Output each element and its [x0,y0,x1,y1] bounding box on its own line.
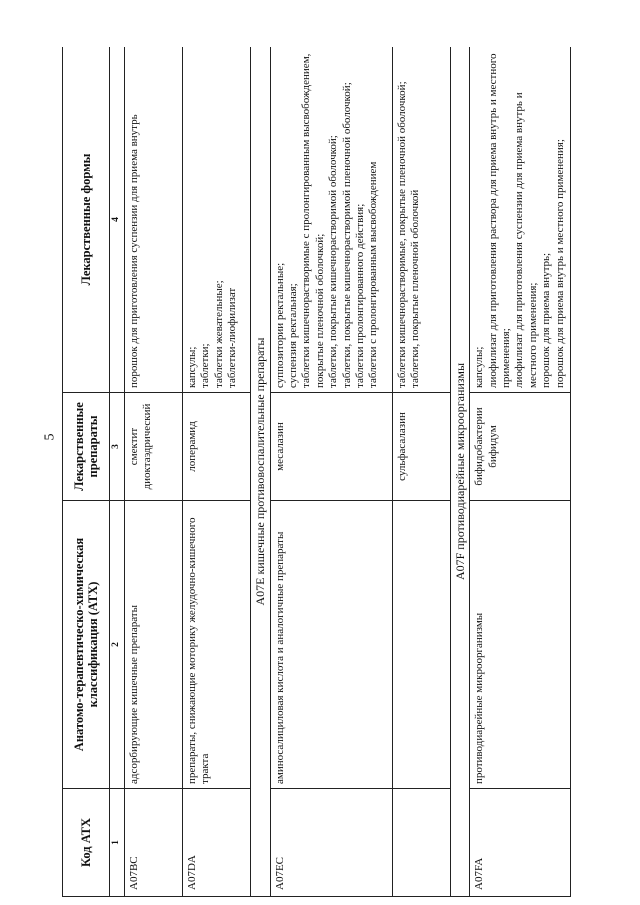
column-number: 4 [110,47,125,393]
dosage-form: суспензия ректальная; [287,283,300,388]
atc-code [392,789,450,897]
dosage-form: таблетки кишечнорастворимые, покрытые пленочной оболочкой; [395,81,408,388]
dosage-form: суппозитории ректальные; [273,262,286,388]
drug-list-table [62,47,571,897]
dosage-form: порошок для приготовления суспензии для приема внутрь [128,114,140,388]
section-row [450,47,470,897]
atc-code: A07EC [270,789,392,897]
table-row [270,47,392,897]
dosage-form: капсулы; [186,346,198,388]
table-row [183,47,251,897]
dosage-form: порошок для приема внутрь; [540,252,553,388]
column-number: 3 [110,393,125,501]
atc-classification: препараты, снижающие моторику желудочно-кишечного тракта [183,501,251,789]
table-row [392,47,450,897]
header-forms: Лекарственные формы [63,47,110,393]
drug-name: смектит диоктаэдрический [125,393,183,501]
drug-name: лоперамид [183,393,251,501]
drug-name: месалазин [270,393,392,501]
table-row [470,47,571,897]
dosage-forms [470,47,571,393]
dosage-form: таблетки; [199,343,212,388]
table-header-row [63,47,110,897]
header-code: Код АТХ [63,789,110,897]
header-drugs: Лекарственные препараты [63,393,110,501]
dosage-form: таблетки с пролонгированным высвобождением [367,161,380,388]
dosage-form: таблетки, покрытые кишечнорастворимой пленочной оболочкой; [340,82,353,388]
rotated-table-container [62,47,610,897]
drug-name: бифидобактерии бифидум [470,393,571,501]
atc-code: A07BC [125,789,183,897]
section-title: A07F противодиарейные микроорганизмы [450,47,470,897]
column-number: 2 [110,501,125,789]
section-row [251,47,271,897]
atc-code: A07DA [183,789,251,897]
header-classification: Анатомо-терапевтическо-химическая классификация (АТХ) [63,501,110,789]
dosage-forms [270,47,392,393]
dosage-form: таблетки жевательные; [212,280,225,388]
dosage-form: лиофилизат для приготовления суспензии для приема внутрь и местного применения; [513,92,539,388]
dosage-form: таблетки пролонгированного действия; [354,203,367,388]
dosage-form: таблетки кишечнорастворимые с пролонгированным высвобождением, покрытые пленочной оболочкой; [300,53,326,388]
atc-classification: аминосалициловая кислота и аналогичные препараты [270,501,392,789]
dosage-form: капсулы; [473,346,486,388]
dosage-form: таблетки, покрытые пленочной оболочкой [409,189,422,388]
atc-classification: адсорбирующие кишечные препараты [125,501,183,789]
section-title: A07E кишечные противовоспалительные препараты [251,47,271,897]
dosage-forms [183,47,251,393]
table-row [125,47,183,897]
dosage-form: таблетки-лиофилизат [226,287,239,388]
atc-classification: противодиарейные микроорганизмы [470,501,571,789]
page-number: 5 [42,433,58,441]
drug-name: сульфасалазин [392,393,450,501]
dosage-forms [392,47,450,393]
document-page [62,47,610,897]
dosage-form: порошок для приема внутрь и местного применения; [553,139,566,388]
dosage-forms [125,47,183,393]
dosage-form: лиофилизат для приготовления раствора для приема внутрь и местного применения; [486,53,513,388]
dosage-form: таблетки, покрытые кишечнорастворимой оболочкой; [327,135,340,388]
atc-code: A07FA [470,789,571,897]
column-number-row [110,47,125,897]
column-number: 1 [110,789,125,897]
atc-classification [392,501,450,789]
